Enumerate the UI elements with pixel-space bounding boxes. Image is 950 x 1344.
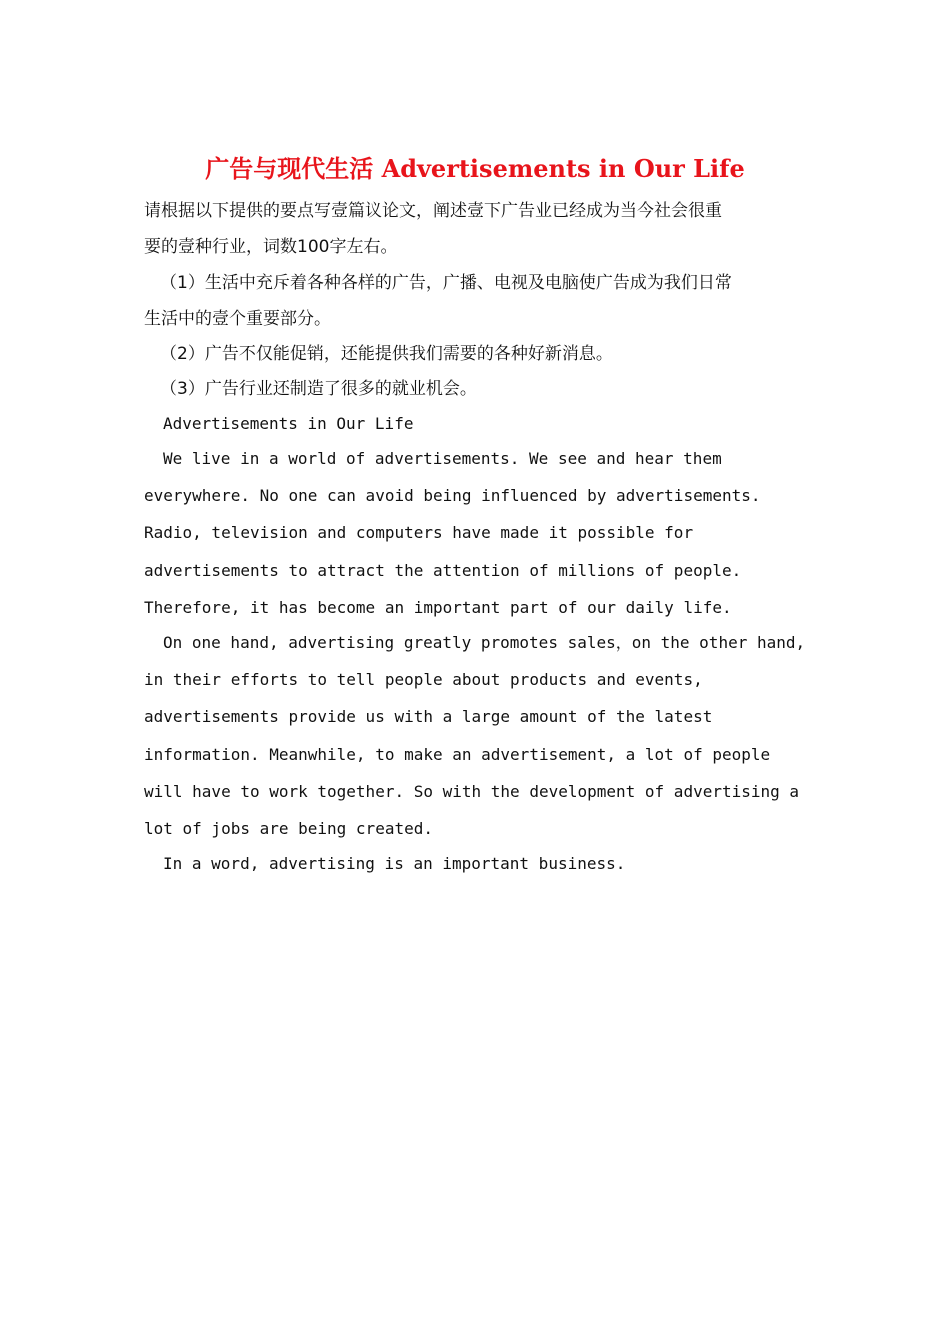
point-3-line-1: （3）广告行业还制造了很多的就业机会。 [160, 379, 477, 399]
point-2-line-1: （2）广告不仅能促销，还能提供我们需要的各种好新消息。 [160, 344, 613, 364]
document-title: 广告与现代生活 Advertisements in Our Life [205, 154, 745, 183]
point-1-line-2: 生活中的壹个重要部分。 [144, 309, 331, 329]
prompt-line-2: 要的壹种行业，词数100字左右。 [144, 237, 398, 257]
paragraph-1-line-1: We live in a world of advertisements. We see and hear them [163, 449, 722, 468]
paragraph-1-line-4: advertisements to attract the attention of millions of people. [144, 561, 742, 580]
prompt-line-1: 请根据以下提供的要点写壹篇议论文，阐述壹下广告业已经成为当今社会很重 [144, 201, 722, 221]
paragraph-2-line-1: On one hand, advertising greatly promotes sales，on the other hand, [163, 633, 806, 652]
paragraph-1-line-5: Therefore, it has become an important part of our daily life. [144, 598, 732, 617]
paragraph-2-line-4: information. Meanwhile, to make an advertisement, a lot of people [144, 745, 771, 764]
paragraph-3-line-1: In a word, advertising is an important business. [163, 854, 626, 873]
paragraph-1-line-3: Radio, television and computers have made it possible for [144, 523, 694, 542]
paragraph-2-line-6: lot of jobs are being created. [144, 819, 433, 838]
essay-title: Advertisements in Our Life [163, 414, 414, 433]
paragraph-2-line-3: advertisements provide us with a large amount of the latest [144, 707, 713, 726]
paragraph-1-line-2: everywhere. No one can avoid being influenced by advertisements. [144, 486, 761, 505]
point-1-line-1: （1）生活中充斥着各种各样的广告，广播、电视及电脑使广告成为我们日常 [160, 273, 732, 293]
paragraph-2-line-2: in their efforts to tell people about products and events, [144, 670, 703, 689]
paragraph-2-line-5: will have to work together. So with the development of advertising a [144, 782, 800, 801]
